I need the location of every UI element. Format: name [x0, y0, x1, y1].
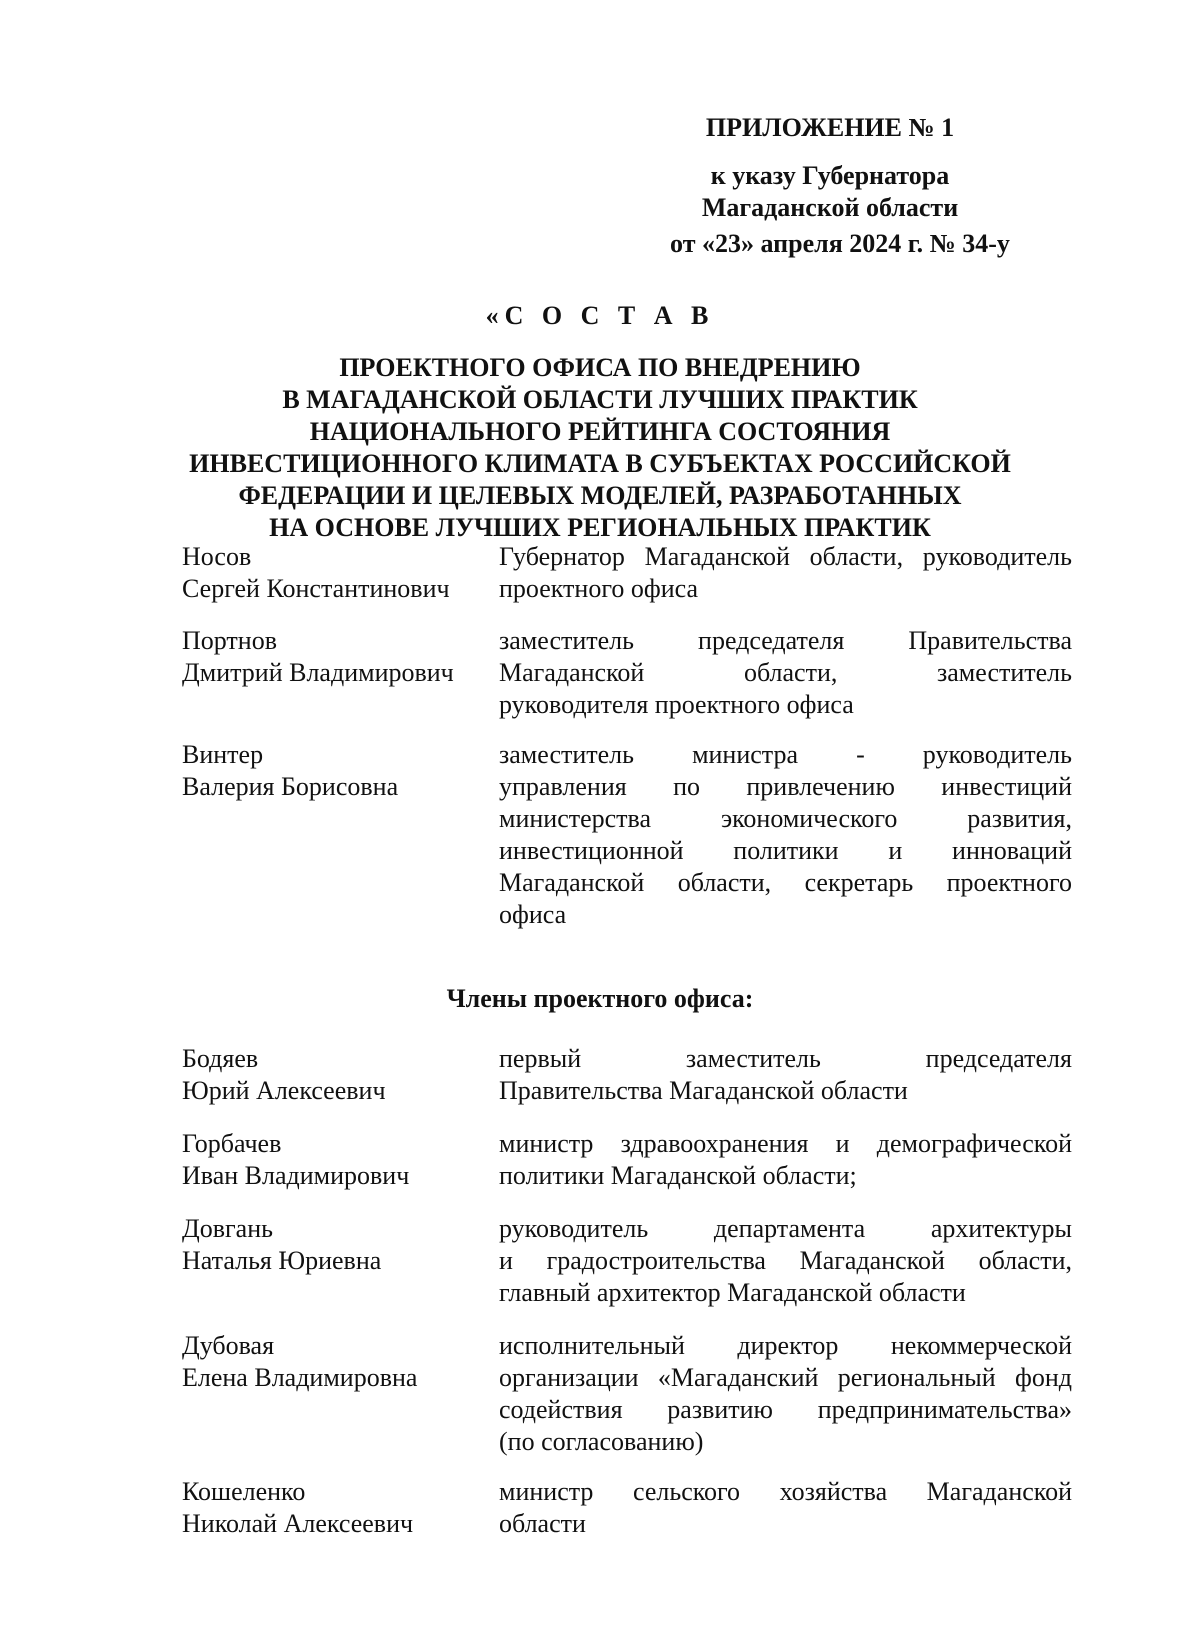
- role-line: первый заместитель председателя: [499, 1044, 1072, 1073]
- member-given-name: Сергей Константинович: [182, 574, 450, 603]
- role-line: министр сельского хозяйства Магаданской: [499, 1477, 1072, 1506]
- member-role: [499, 739, 1072, 931]
- role-line: руководителя проектного офиса: [499, 690, 854, 719]
- office-title-line: НАЦИОНАЛЬНОГО РЕЙТИНГА СОСТОЯНИЯ: [309, 417, 891, 446]
- member-name: [182, 541, 492, 605]
- role-line: инвестиционной политики и инноваций: [499, 836, 1072, 865]
- member-name: [182, 625, 492, 689]
- member-surname: Винтер: [182, 740, 264, 769]
- role-line: министерства экономического развития,: [499, 804, 1072, 833]
- role-line: руководитель департамента архитектуры: [499, 1214, 1072, 1243]
- member-role: [499, 625, 1072, 721]
- office-title-line: ФЕДЕРАЦИИ И ЦЕЛЕВЫХ МОДЕЛЕЙ, РАЗРАБОТАННЫХ: [238, 481, 962, 510]
- member-name: [182, 739, 492, 803]
- member-surname: Дубовая: [182, 1331, 275, 1360]
- role-line: и градостроительства Магаданской области,: [499, 1246, 1072, 1275]
- role-line: Магаданской области, секретарь проектного: [499, 868, 1072, 897]
- appendix-title: [640, 112, 1020, 144]
- member-given-name: Елена Владимировна: [182, 1363, 418, 1392]
- member-name: [182, 1476, 492, 1540]
- member-role: [499, 1043, 1072, 1107]
- member-given-name: Наталья Юриевна: [182, 1246, 382, 1275]
- office-title-line: ИНВЕСТИЦИОННОГО КЛИМАТА В СУБЪЕКТАХ РОССИЙСКОЙ: [189, 449, 1011, 478]
- role-line: проектного офиса: [499, 574, 699, 603]
- member-name: [182, 1128, 492, 1192]
- member-given-name: Валерия Борисовна: [182, 772, 399, 801]
- member-surname: Горбачев: [182, 1129, 282, 1158]
- member-name: [182, 1330, 492, 1394]
- composition-heading: «С О С Т А В: [485, 301, 715, 330]
- role-line: заместитель министра - руководитель: [499, 740, 1072, 769]
- member-name: [182, 1213, 492, 1277]
- appendix-date: [640, 228, 1040, 260]
- office-title-line: ПРОЕКТНОГО ОФИСА ПО ВНЕДРЕНИЮ: [339, 353, 861, 382]
- member-name: [182, 1043, 492, 1107]
- member-surname: Довгань: [182, 1214, 273, 1243]
- role-line: организации «Магаданский региональный фонд: [499, 1363, 1072, 1392]
- member-role: [499, 1128, 1072, 1192]
- appendix-ref-line: к указу Губернатора: [710, 161, 950, 190]
- role-line: управления по привлечению инвестиций: [499, 772, 1072, 801]
- role-line: (по согласованию): [499, 1427, 704, 1456]
- appendix-number: ПРИЛОЖЕНИЕ № 1: [705, 113, 955, 142]
- member-given-name: Иван Владимирович: [182, 1161, 410, 1190]
- member-role: [499, 1213, 1072, 1309]
- role-line: политики Магаданской области;: [499, 1161, 857, 1190]
- office-title: [100, 352, 1100, 544]
- role-line: Губернатор Магаданской области, руководитель: [499, 542, 1072, 571]
- role-line: содействия развитию предпринимательства»: [499, 1395, 1072, 1424]
- member-role: [499, 1476, 1072, 1540]
- members-heading: Члены проектного офиса:: [446, 984, 754, 1013]
- office-title-line: НА ОСНОВЕ ЛУЧШИХ РЕГИОНАЛЬНЫХ ПРАКТИК: [269, 513, 931, 542]
- role-line: области: [499, 1509, 586, 1538]
- appendix-reference: [640, 160, 1020, 224]
- role-line: Магаданской области, заместитель: [499, 658, 1072, 687]
- member-role: [499, 541, 1072, 605]
- member-surname: Бодяев: [182, 1044, 259, 1073]
- member-surname: Портнов: [182, 626, 277, 655]
- appendix-ref-line: Магаданской области: [701, 193, 959, 222]
- member-given-name: Николай Алексеевич: [182, 1509, 414, 1538]
- role-line: офиса: [499, 900, 567, 929]
- role-line: исполнительный директор некоммерческой: [499, 1331, 1072, 1360]
- role-line: министр здравоохранения и демографической: [499, 1129, 1072, 1158]
- role-line: главный архитектор Магаданской области: [499, 1278, 966, 1307]
- decree-date: от «23» апреля 2024 г. № 34-у: [670, 229, 1010, 258]
- member-surname: Кошеленко: [182, 1477, 306, 1506]
- member-given-name: Юрий Алексеевич: [182, 1076, 386, 1105]
- role-line: заместитель председателя Правительства: [499, 626, 1072, 655]
- member-surname: Носов: [182, 542, 252, 571]
- member-role: [499, 1330, 1072, 1458]
- member-given-name: Дмитрий Владимирович: [182, 658, 454, 687]
- role-line: Правительства Магаданской области: [499, 1076, 908, 1105]
- office-title-line: В МАГАДАНСКОЙ ОБЛАСТИ ЛУЧШИХ ПРАКТИК: [282, 385, 918, 414]
